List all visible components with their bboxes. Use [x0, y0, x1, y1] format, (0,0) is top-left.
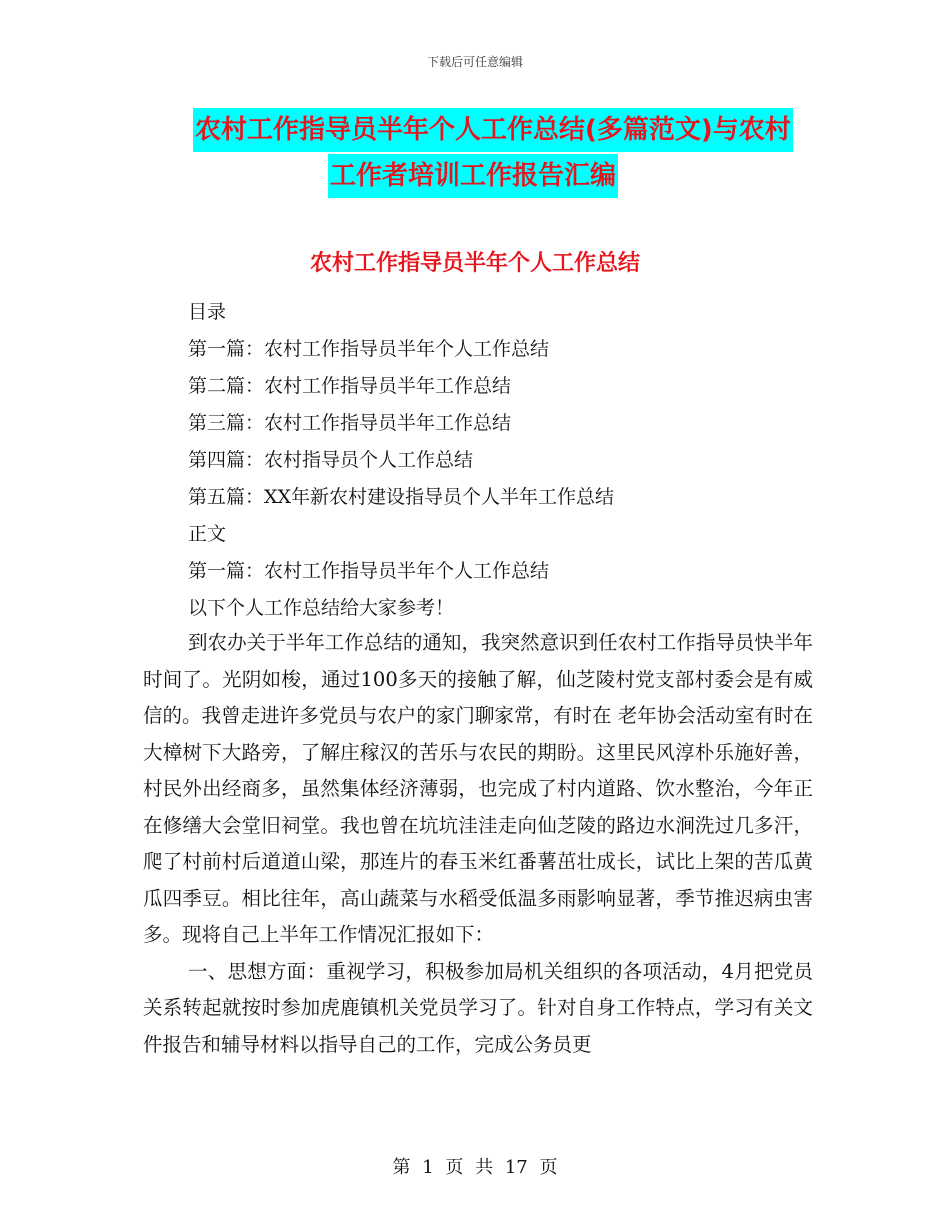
toc-heading: 目录	[188, 301, 227, 323]
first-article-heading: 第一篇：农村工作指导员半年个人工作总结	[188, 560, 550, 582]
body-text	[143, 625, 813, 1063]
title-line-2: 工作者培训工作报告汇编	[328, 154, 618, 198]
section-title: 农村工作指导员半年个人工作总结	[309, 251, 640, 276]
table-of-contents	[188, 294, 808, 627]
toc-item-1: 第一篇：农村工作指导员半年个人工作总结	[188, 338, 550, 360]
body-heading: 正文	[188, 523, 227, 545]
toc-item-5: 第五篇：XX年新农村建设指导员个人半年工作总结	[188, 486, 615, 508]
intro-line: 以下个人工作总结给大家参考！	[188, 597, 455, 619]
page-header: 下载后可任意编辑	[426, 55, 523, 69]
paragraph-2: 一、思想方面：重视学习，积极参加局机关组织的各项活动，4月把党员关系转起就按时参加虎鹿镇机关党员学习了。针对自身工作特点，学习有关文件报告和辅导材料以指导自己的工作，完成公务员更	[143, 959, 813, 1056]
toc-item-2: 第二篇：农村工作指导员半年工作总结	[188, 375, 512, 397]
paragraph-1: 到农办关于半年工作总结的通知，我突然意识到任农村工作指导员快半年时间了。光阴如梭，通过100多天的接触了解，仙芝陵村党支部村委会是有威信的。我曾走进许多党员与农户的家门聊家常，有时在 老年协会活动室有时在大樟树下大路旁，了解庄稼汉的苦乐与农民的期盼。这里民风淳朴乐施好善，村民外出经商多，虽然集体经济薄弱，也完成了村内道路、饮水整治，今年正在修缮大会堂旧祠堂。我也曾在坑坑洼洼走向仙芝陵的路边水涧洗过几多汗，爬了村前村后道道山梁，那连片的春玉米红番薯茁壮成长，试比上架的苦瓜黄瓜四季豆。相比往年，高山蔬菜与水稻受低温多雨影响显著，季节推迟病虫害多。现将自己上半年工作情况汇报如下：	[143, 631, 813, 946]
page-footer: 第 1 页 共 17 页	[392, 1157, 558, 1178]
toc-item-3: 第三篇：农村工作指导员半年工作总结	[188, 412, 512, 434]
toc-item-4: 第四篇：农村指导员个人工作总结	[188, 449, 474, 471]
title-line-1: 农村工作指导员半年个人工作总结(多篇范文)与农村	[193, 108, 793, 152]
